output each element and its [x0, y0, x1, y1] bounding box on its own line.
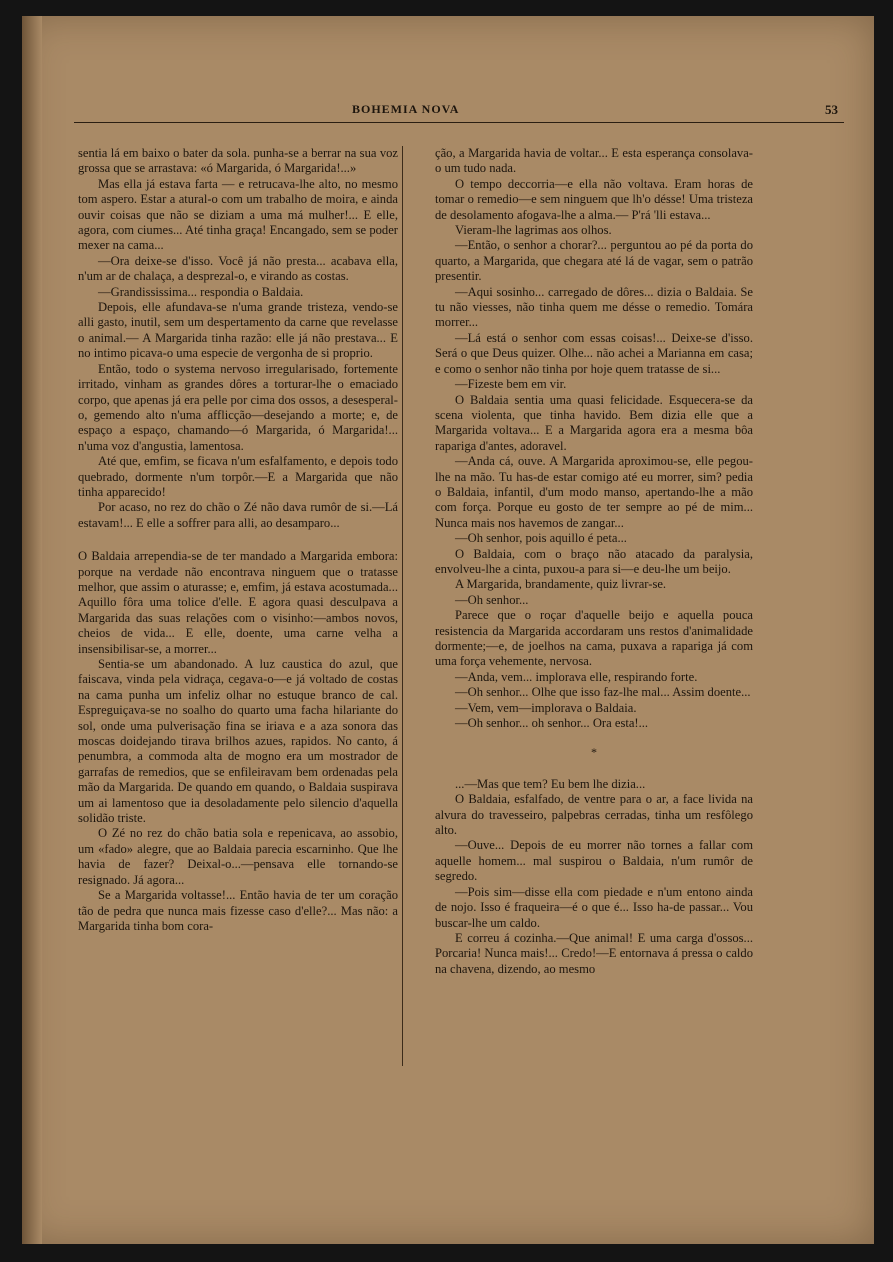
paragraph: Depois, elle afundava-se n'uma grande tristeza, vendo-se alli gasto, inutil, sem um despertamento da carne que revelasse o animal.— A Margarida tinha razão: elle já não prestava... E no intimo picava-o uma especie de vergonha de si proprio. — [78, 300, 398, 361]
paragraph: —Anda cá, ouve. A Margarida aproximou-se, elle pegou-lhe na mão. Tu has-de estar comigo até eu morrer, sim? pedia o Baldaia, infantil, d'um modo manso, apertando-lhe a mão com força. Porque eu gosto de ter sempre ao pé de mim... Nunca mais nos havemos de zangar... — [435, 454, 753, 530]
paragraph: —Oh senhor, pois aquillo é peta... — [455, 531, 627, 546]
paragraph: —Vem, vem—implorava o Baldaia. — [455, 700, 637, 715]
paragraph: Por acaso, no rez do chão o Zé não dava rumôr de si.—Lá estavam!... E elle a soffrer para alli, ao desamparo... — [78, 500, 398, 530]
right-column — [435, 146, 753, 977]
page — [22, 16, 874, 1244]
page-spine — [22, 16, 42, 1244]
paragraph: —Fizeste bem em vir. — [455, 377, 567, 392]
running-head: BOHEMIA NOVA — [352, 102, 460, 116]
paragraph: —Ouve... Depois de eu morrer não tornes a fallar com aquelle homem... mal suspirou o Baldaia, n'um rumôr de segredo. — [435, 838, 753, 884]
paragraph: O Zé no rez do chão batia sola e repenicava, ao assobio, um «fado» alegre, que ao Baldaia parecia escarninho. Que lhe havia de fazer? Deixal-o...—pensava elle tornando-se resignado. Já agora... — [78, 826, 398, 887]
paragraph: O Baldaia sentia uma quasi felicidade. Esquecera-se da scena violenta, que tinha havido. Bem dizia elle que a Margarida voltava... E a Margarida agora era a mesma bôa rapariga d'antes, adoravel. — [435, 392, 753, 453]
paragraph: sentia lá em baixo o bater da sola. punha-se a berrar na sua voz grossa que se arrastava: «ó Margarida, ó Margarida!...» — [78, 146, 398, 176]
paragraph: —Aqui sosinho... carregado de dôres... dizia o Baldaia. Se tu não viesses, não tinha quem me désse o remedio. Tomára morrer... — [435, 284, 753, 330]
paragraph: A Margarida, brandamente, quiz livrar-se. — [455, 577, 667, 592]
paragraph: —Ora deixe-se d'isso. Você já não presta... acabava ella, n'um ar de chalaça, a desprezal-o, e virando as costas. — [78, 253, 398, 284]
paragraph: Mas ella já estava farta — e retrucava-lhe alto, no mesmo tom aspero. Estar a atural-o com um trabalho de moira, e ainda ouvir coisas que não se diziam a uma má mulher!... E elle, agora, com ciumes... Até tinha graça! Encangado, sem se poder mexer na cama... — [78, 176, 398, 253]
paragraph: Se a Margarida voltasse!... Então havia de ter um coração tão de pedra que nunca mais fizesse caso d'elle?... Mas não: a Margarida tinha bom cora- — [78, 888, 398, 933]
paragraph: —Pois sim—disse ella com piedade e n'um entono ainda de nojo. Isso é fraqueira—é o que é... Isso ha-de passar... Vou buscar-lhe um caldo. — [435, 884, 753, 930]
asterism: * — [591, 745, 597, 760]
right-column-part-a — [435, 146, 753, 731]
paragraph: O Baldaia, com o braço não atacado da paralysia, envolveu-lhe a cinta, puxou-a para si—e deu-lhe um beijo. — [435, 546, 753, 576]
page-number: 53 — [825, 102, 838, 117]
paragraph: O Baldaia arrependia-se de ter mandado a Margarida embora: porque na verdade não encontrava ninguem que o tratasse melhor, que assim o aturasse; e, emfim, já estava acostumada... Aquillo fôra uma tolice d'elle. E agora quasi desculpava a Margarida das suas relações com o visinho:—ambos novos, cheios de vida... E elle, doente, uma carne velha a insensibilisar-se, a morrer... — [78, 549, 398, 656]
paragraph: ...—Mas que tem? Eu bem lhe dizia... — [455, 776, 646, 791]
paragraph: Sentia-se um abandonado. A luz caustica do azul, que faiscava, vinda pela vidraça, cegava-o—e já voltado de costas na cama punha um infeliz olhar no estuque branco de cal. Espreguiçava-se no soalho do quarto uma facha hilariante do sol, onde uma pulverisação fina se iriava e a aza sonora das moscas doidejando tirava brilhos azues, rapidos. No canto, á penumbra, a commoda alta de mogno era um mostrador de garrafas de remedios, que se enfileiravam bem ordenadas pela mão da Margarida. De quando em quando, o Baldaia suspirava um ai lamentoso que ia desoladamente pelo silencio d'aquella solidão triste. — [78, 657, 398, 826]
column-divider — [402, 146, 403, 1066]
paragraph: —Oh senhor... — [455, 592, 529, 607]
paragraph: Até que, emfim, se ficava n'um esfalfamento, e depois todo quebrado, dormente n'um torpôr.—E a Margarida que não tinha apparecido! — [78, 454, 398, 499]
paragraph: —Grandississima... respondia o Baldaia. — [98, 284, 304, 299]
left-column — [78, 146, 398, 934]
paragraph: —Então, o senhor a chorar?... perguntou ao pé da porta do quarto, a Margarida, que chegara até lá de vagar, sem o patrão presentir. — [435, 238, 753, 284]
paragraph: Parece que o roçar d'aquelle beijo e aquella pouca resistencia da Margarida accordaram uns restos d'animalidade dormente;—e, de joelhos na cama, puxava a rapariga já com uma força vehemente, nervosa. — [435, 608, 753, 669]
paragraph: —Anda, vem... implorava elle, respirando forte. — [455, 669, 698, 684]
right-column-part-b — [435, 777, 753, 977]
paragraph: —Oh senhor... oh senhor... Ora esta!... — [455, 716, 649, 731]
paragraph: O Baldaia, esfalfado, de ventre para o ar, a face livida na alvura do travesseiro, palpebras cerradas, tinha um resfôlego alto. — [435, 792, 753, 838]
paragraph: —Oh senhor... Olhe que isso faz-lhe mal... Assim doente... — [455, 685, 751, 700]
paragraph: ção, a Margarida havia de voltar... E esta esperança consolava-o um tudo nada. — [435, 146, 753, 176]
paragraph: —Lá está o senhor com essas coisas!... Deixe-se d'isso. Será o que Deus quizer. Olhe... não achei a Marianna em casa; e como o senhor não tinha por hoje quem tratasse de si... — [435, 330, 753, 376]
header-rule — [74, 122, 844, 123]
paragraph: E correu á cozinha.—Que animal! E uma carga d'ossos... Porcaria! Nunca mais!... Credo!—E entornava á pressa o caldo na chavena, dizendo, ao mesmo — [435, 930, 753, 976]
paragraph: Vieram-lhe lagrimas aos olhos. — [455, 223, 612, 238]
paragraph: Então, todo o systema nervoso irregularisado, fortemente irritado, vinham as grandes dôres a torturar-lhe o emaciado corpo, que apenas já era pelle por cima dos ossos, a desesperal-o, gemendo alto n'uma afflicção—desejando a morte; e, de espaço a espaço, chamando—ó Margarida, ó Margarida!... n'uma voz d'angustia, lamentosa. — [78, 361, 398, 453]
paragraph: O tempo deccorria—e ella não voltava. Eram horas de tomar o remedio—e sem ninguem que lh'o désse! Uma tristeza de desolamento afogava-lhe a alma.— P'rá 'lli estava... — [435, 176, 753, 222]
